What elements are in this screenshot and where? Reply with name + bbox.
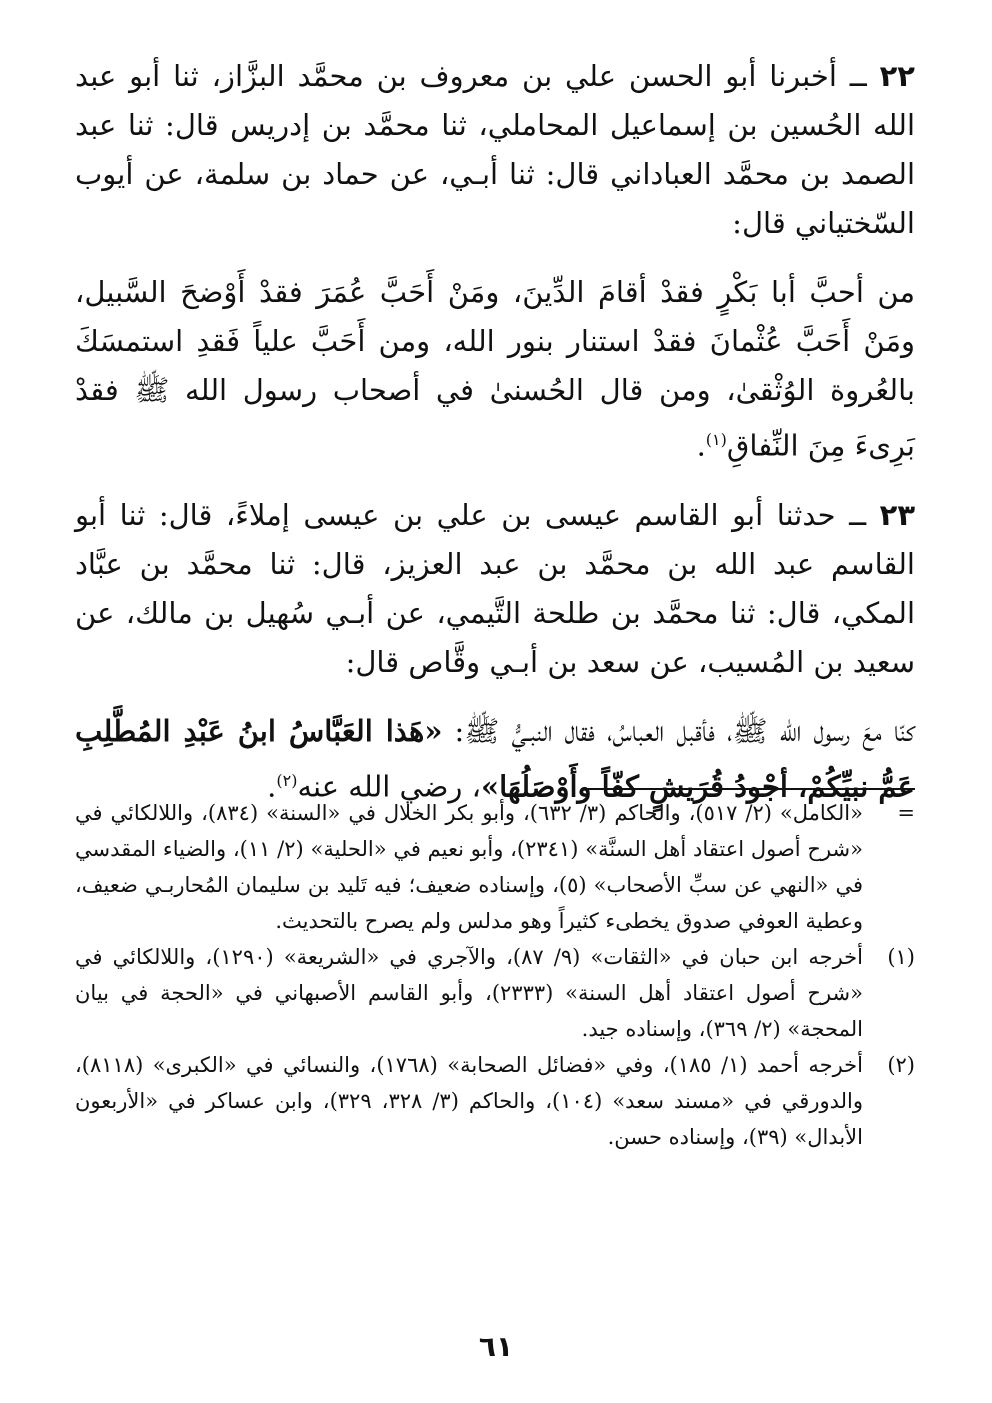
page-body: [75, 52, 915, 811]
footnote-marker: (٢): [887, 1053, 915, 1077]
matn-end: ، رضي الله عنه: [297, 769, 481, 804]
footnote-marker: =: [897, 801, 915, 825]
hadith-22-matn: [75, 268, 915, 471]
sentence-end: .: [696, 428, 706, 463]
hadith-dash: ــ: [849, 59, 867, 93]
footnote-ref[interactable]: (١): [705, 430, 727, 449]
hadith-22-isnad: [75, 52, 915, 248]
hadith-23-isnad: [75, 491, 915, 687]
footnote-separator: [585, 788, 915, 790]
footnote-continuation: [75, 795, 915, 939]
matn-text: من أحبَّ أبا بَكْرٍ فقدْ أقامَ الدِّينَ، ومَنْ أَحَبَّ عُمَرَ فقدْ أَوْضحَ السَّبيل، ومَنْ أَحَبَّ عُثْمانَ فقدْ استنار بنور الله، ومن أَحَبَّ علياً فَقدِ استمسَكَ بالعُروة الوُثْقىٰ، ومن قال الحُسنىٰ في أصحاب رسول الله ﷺ فقدْ بَرِىءَ مِنَ النِّفاقِ: [75, 275, 916, 463]
footnote-text: أخرجه أحمد (١/ ١٨٥)، وفي «فضائل الصحابة» (١٧٦٨)، والنسائي في «الكبرى» (٨١١٨)، والدورقي في «مسند سعد» (١٠٤)، والحاكم (٣/ ٣٢٨، ٣٢٩)، وابن عساكر في «الأربعون الأبدال» (٣٩)، وإسناده حسن.: [75, 1053, 863, 1149]
prophet-quote: «هَذا العَبَّاسُ ابنُ عَبْدِ المُطَّلِبِ عَمُّ نبيِّكُمْ، أجْودُ قُرَيشٍ كفّاً وأَوْصَلُهَا»: [75, 713, 915, 804]
footnote-text: «الكامل» (٢/ ٥١٧)، والحاكم (٣/ ٦٣٢)، وأبو بكر الخلال في «السنة» (٨٣٤)، واللالكائي في «شرح أصول اعتقاد أهل السنَّة» (٢٣٤١)، وأبو نعيم في «الحلية» (٢/ ١١)، والضياء المقدسي في «النهي عن سبِّ الأصحاب» (٥)، وإسناده ضعيف؛ فيه تَليد بن سليمان المُحاربـي ضعيف، وعطية العوفي صدوق يخطىء كثيراً وهو مدلس ولم يصرح بالتحديث.: [75, 801, 863, 933]
hadith-dash: ــ: [849, 497, 867, 532]
page-number: ٦١: [478, 1330, 514, 1363]
footnote-text: أخرجه ابن حبان في «الثقات» (٩/ ٨٧)، والآجري في «الشريعة» (١٢٩٠)، واللالكائي في «شرح أصول اعتقاد أهل السنة» (٢٣٣٣)، وأبو القاسم الأصبهاني في «الحجة في بيان المحجة» (٢/ ٣٦٩)، وإسناده جيد.: [75, 945, 863, 1041]
isnad-text: أخبرنا أبو الحسن علي بن معروف بن محمَّد البزَّاز، ثنا أبو عبد الله الحُسين بن إسماعيل المحاملي، ثنا محمَّد بن إدريس قال: ثنا عبد الصمد بن محمَّد العباداني قال: ثنا أبـي، عن حماد بن سلمة، عن أيوب السّختياني قال:: [75, 59, 915, 240]
footnote-ref[interactable]: (٢): [276, 770, 298, 790]
footnote-marker: (١): [887, 945, 915, 969]
footnote-1: [75, 939, 915, 1047]
hadith-number: ٢٣: [879, 497, 916, 532]
footnotes: [75, 795, 915, 1155]
hadith-number: ٢٢: [879, 59, 915, 93]
footnote-2: [75, 1047, 915, 1155]
matn-start: كنّا معَ رسول الله ﷺ، فأقبل العباسُ، فقال النبـيُّ ﷺ:: [454, 713, 915, 748]
sentence-end: .: [267, 769, 277, 804]
isnad-text: حدثنا أبو القاسم عيسى بن علي بن عيسى إملاءً، قال: ثنا أبو القاسم عبد الله بن محمَّد بن عبد العزيز، قال: ثنا محمَّد بن عبَّاد المكي، قال: ثنا محمَّد بن طلحة التَّيمي، عن أبـي سُهيل بن مالك، عن سعيد بن المُسيب، عن سعد بن أبـي وقَّاص قال:: [75, 497, 915, 679]
